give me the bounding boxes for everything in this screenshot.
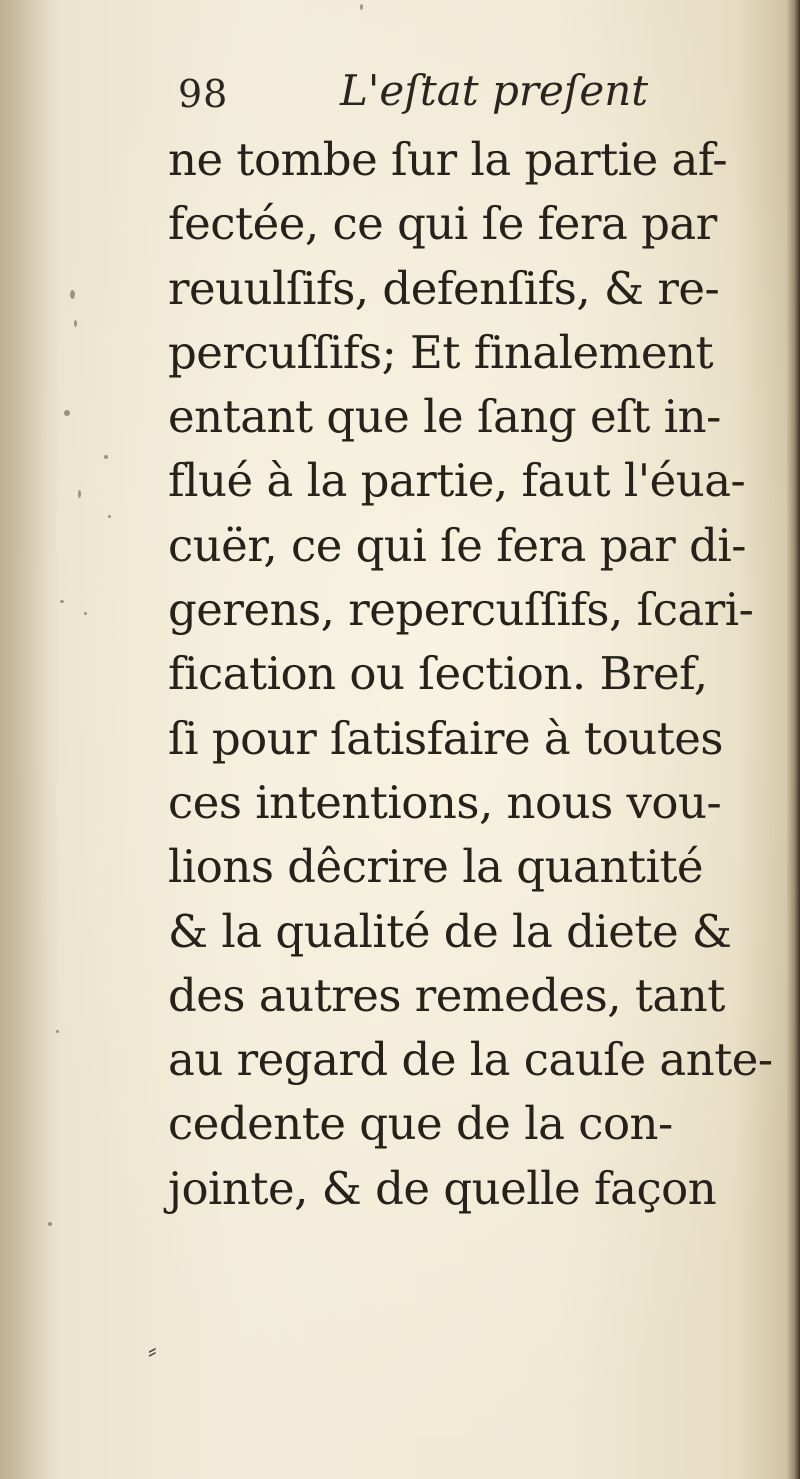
text-line: fication ou ſection. Bref, — [168, 647, 708, 701]
text-line: jointe, & de quelle façon — [168, 1161, 717, 1215]
text-line: ces intentions, nous vou- — [168, 775, 722, 829]
text-line: cuër, ce qui ſe fera par di- — [168, 518, 746, 572]
page-header — [178, 66, 658, 126]
body-text — [168, 128, 773, 1221]
bottom-margin-mark: ⸗ — [148, 1336, 157, 1366]
text-line: flué à la partie, faut l'éua- — [168, 454, 746, 508]
page-number: 98 — [178, 72, 229, 116]
page-fore-edge — [786, 0, 800, 1479]
text-line: percuſſifs; Et finalement — [168, 325, 714, 379]
text-line: & la qualité de la diete & — [168, 904, 732, 958]
text-line: ſi pour ſatisfaire à toutes — [168, 711, 724, 765]
text-line: cedente que de la con- — [168, 1097, 673, 1151]
text-line: gerens, repercuſſifs, ſcari- — [168, 583, 754, 637]
text-line: lions dêcrire la quantité — [168, 840, 704, 894]
text-line: des autres remedes, tant — [168, 968, 725, 1022]
running-head: L'eſtat preſent — [340, 66, 649, 115]
text-line: fectée, ce qui ſe fera par — [168, 197, 717, 251]
page-gutter-shadow — [0, 0, 60, 1479]
text-line: reuulſifs, defenſifs, & re- — [168, 261, 720, 315]
text-line: entant que le ſang eſt in- — [168, 390, 721, 444]
text-line: au regard de la cauſe ante- — [168, 1033, 773, 1087]
text-line: ne tombe ſur la partie af- — [168, 133, 728, 186]
